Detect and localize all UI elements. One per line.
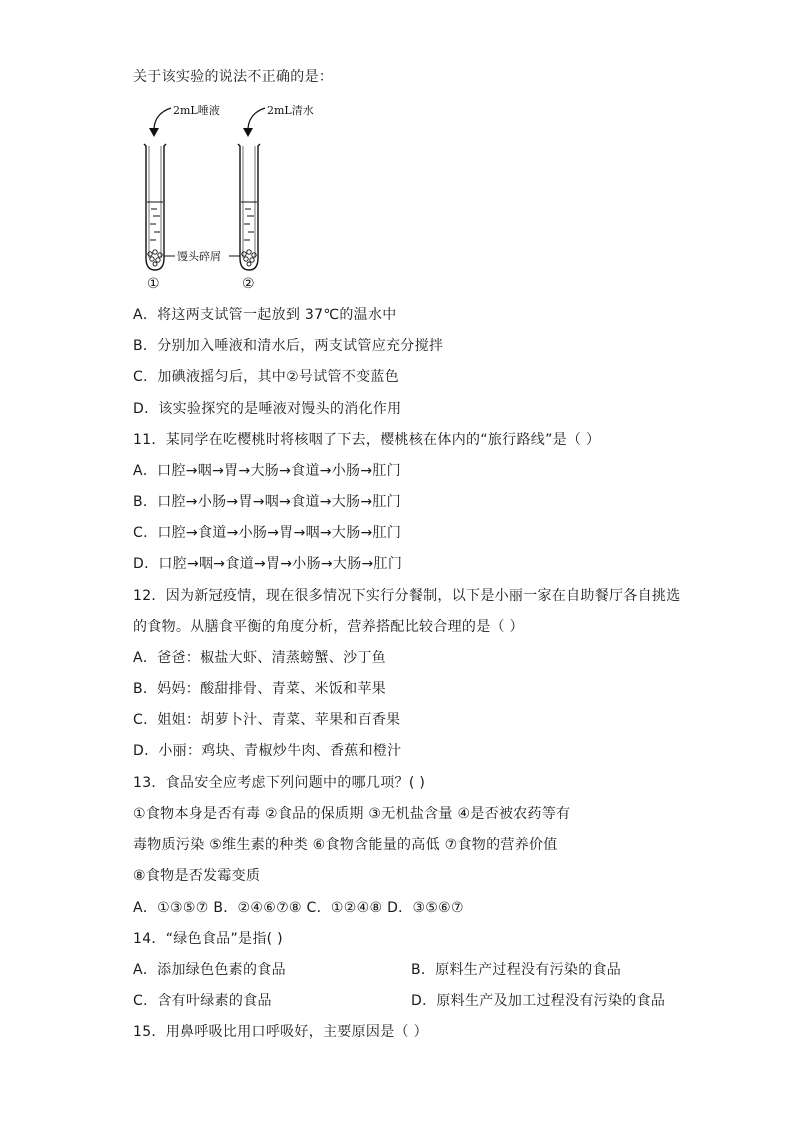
q12-stem-line1: 12．因为新冠疫情，现在很多情况下实行分餐制，以下是小丽一家在自助餐厅各自挑选 [133, 588, 681, 604]
q11-stem: 11．某同学在吃樱桃时将核咽了下去，樱桃核在体内的“旅行路线”是（ ） [133, 432, 601, 448]
q14-option-b: B．原料生产过程没有污染的食品 [411, 962, 622, 978]
tube2-number: ② [242, 276, 255, 292]
q14-option-d: D．原料生产及加工过程没有污染的食品 [411, 993, 666, 1009]
q13-stem: 13．食品安全应考虑下列问题中的哪几项？( ) [133, 775, 426, 791]
q13-choices: A．①③⑤⑦ B．②④⑥⑦⑧ C．①②④⑧ D．③⑤⑥⑦ [133, 900, 464, 916]
tube1-label: 2mL唾液 [173, 104, 220, 117]
test-tube-diagram [135, 98, 355, 294]
q12-stem-line2: 的食物。从膳食平衡的角度分析，营养搭配比较合理的是（ ） [133, 619, 524, 635]
tube1-number: ① [147, 276, 160, 292]
q11-option-d: D．口腔→咽→食道→胃→小肠→大肠→肛门 [133, 556, 403, 572]
q12-option-a: A．爸爸：椒盐大虾、清蒸螃蟹、沙丁鱼 [133, 650, 386, 666]
q10-option-a: A．将这两支试管一起放到 37℃的温水中 [133, 307, 397, 323]
test-tube-2 [238, 144, 260, 270]
q13-items-line3: ⑧食物是否发霉变质 [133, 868, 261, 884]
test-tube-figure [135, 98, 355, 294]
q13-items-line1: ①食物本身是否有毒 ②食品的保质期 ③无机盐含量 ④是否被农药等有 [133, 806, 571, 822]
bread-crumb-label: 馒头碎屑 [177, 250, 221, 263]
tube2-label: 2mL清水 [267, 104, 314, 117]
q10-option-c: C．加碘液摇匀后，其中②号试管不变蓝色 [133, 369, 400, 385]
q10-option-b: B．分别加入唾液和清水后，两支试管应充分搅拌 [133, 338, 444, 354]
q13-items-line2: 毒物质污染 ⑤维生素的种类 ⑥食物含能量的高低 ⑦食物的营养价值 [133, 837, 558, 853]
q10-option-d: D．该实验探究的是唾液对馒头的消化作用 [133, 401, 402, 417]
test-tube-1 [144, 144, 166, 270]
tube1-arrow-icon [149, 108, 171, 137]
q12-option-b: B．妈妈：酸甜排骨、青菜、米饭和苹果 [133, 681, 387, 697]
q14-option-c: C．含有叶绿素的食品 [133, 993, 272, 1009]
q10-stem: 关于该实验的说法不正确的是： [133, 69, 334, 85]
q12-option-c: C．姐姐：胡萝卜汁、青菜、苹果和百香果 [133, 712, 401, 728]
q11-option-b: B．口腔→小肠→胃→咽→食道→大肠→肛门 [133, 494, 401, 510]
q12-option-d: D．小丽：鸡块、青椒炒牛肉、香蕉和橙汁 [133, 743, 402, 759]
q14-option-a: A．添加绿色色素的食品 [133, 962, 286, 978]
q11-option-c: C．口腔→食道→小肠→胃→咽→大肠→肛门 [133, 525, 402, 541]
q15-stem: 15．用鼻呼吸比用口呼吸好，主要原因是（ ） [133, 1024, 428, 1040]
q11-option-a: A．口腔→咽→胃→大肠→食道→小肠→肛门 [133, 463, 401, 479]
tube2-arrow-icon [243, 108, 265, 137]
q14-stem: 14．“绿色食品”是指( ) [133, 931, 283, 947]
